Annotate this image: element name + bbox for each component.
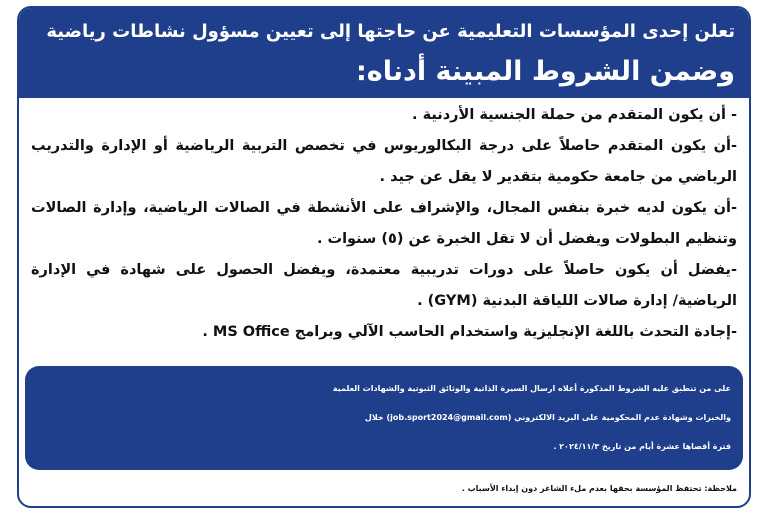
note-text: تحتفظ المؤسسة بحقها بعدم ملء الشاغر دون إبداء الأسباب . bbox=[461, 484, 705, 493]
condition-degree: -أن يكون المتقدم حاصلاً على درجة البكالوريوس في تخصص التربية الرياضية أو الإدارة والتدريب الرياضي من جامعة حكومية بتقدير لا يقل عن جيد . bbox=[31, 138, 737, 185]
apply-line-1: على من تنطبق عليه الشروط المذكورة أعلاه ارسال السيرة الذاتية والوثائق الثبوتية والشهادات العلمية bbox=[332, 384, 731, 393]
header-title-line-1: تعلن إحدى المؤسسات التعليمية عن حاجتها إلى تعيين مسؤول نشاطات رياضية bbox=[46, 21, 735, 42]
note-label: ملاحظة: bbox=[704, 484, 737, 493]
announcement-frame bbox=[17, 6, 751, 508]
condition-courses: -يفضل أن يكون حاصلاً على دورات تدريبية معتمدة، ويفضل الحصول على شهادة في الإدارة الرياضية/ إدارة صالات اللياقة البدنية (GYM) . bbox=[31, 262, 737, 309]
conditions-list bbox=[19, 100, 749, 348]
application-instructions-box bbox=[25, 366, 743, 470]
apply-line-2: والخبرات وشهادة عدم المحكومية على البريد الالكتروني (job.sport2024@gmail.com) خلال bbox=[364, 413, 731, 422]
header-title-line-2: وضمن الشروط المبينة أدناه: bbox=[355, 56, 735, 87]
apply-line-3: فترة أقصاها عشرة أيام من تاريخ ٢٠٢٤/١١/٣ . bbox=[553, 442, 731, 451]
condition-experience: -أن يكون لديه خبرة بنفس المجال، والإشراف على الأنشطة في الصالات الرياضية، وإدارة الصالات وتنظيم البطولات ويفضل أن لا تقل الخبرة عن (٥) سنوات . bbox=[31, 200, 737, 247]
announcement-header bbox=[19, 8, 749, 98]
note-line bbox=[19, 474, 749, 504]
condition-nationality: - أن يكون المتقدم من حملة الجنسية الأردنية . bbox=[412, 107, 737, 123]
condition-language-computer: -إجادة التحدث باللغة الإنجليزية واستخدام الحاسب الآلي وبرامج MS Office . bbox=[202, 324, 737, 340]
